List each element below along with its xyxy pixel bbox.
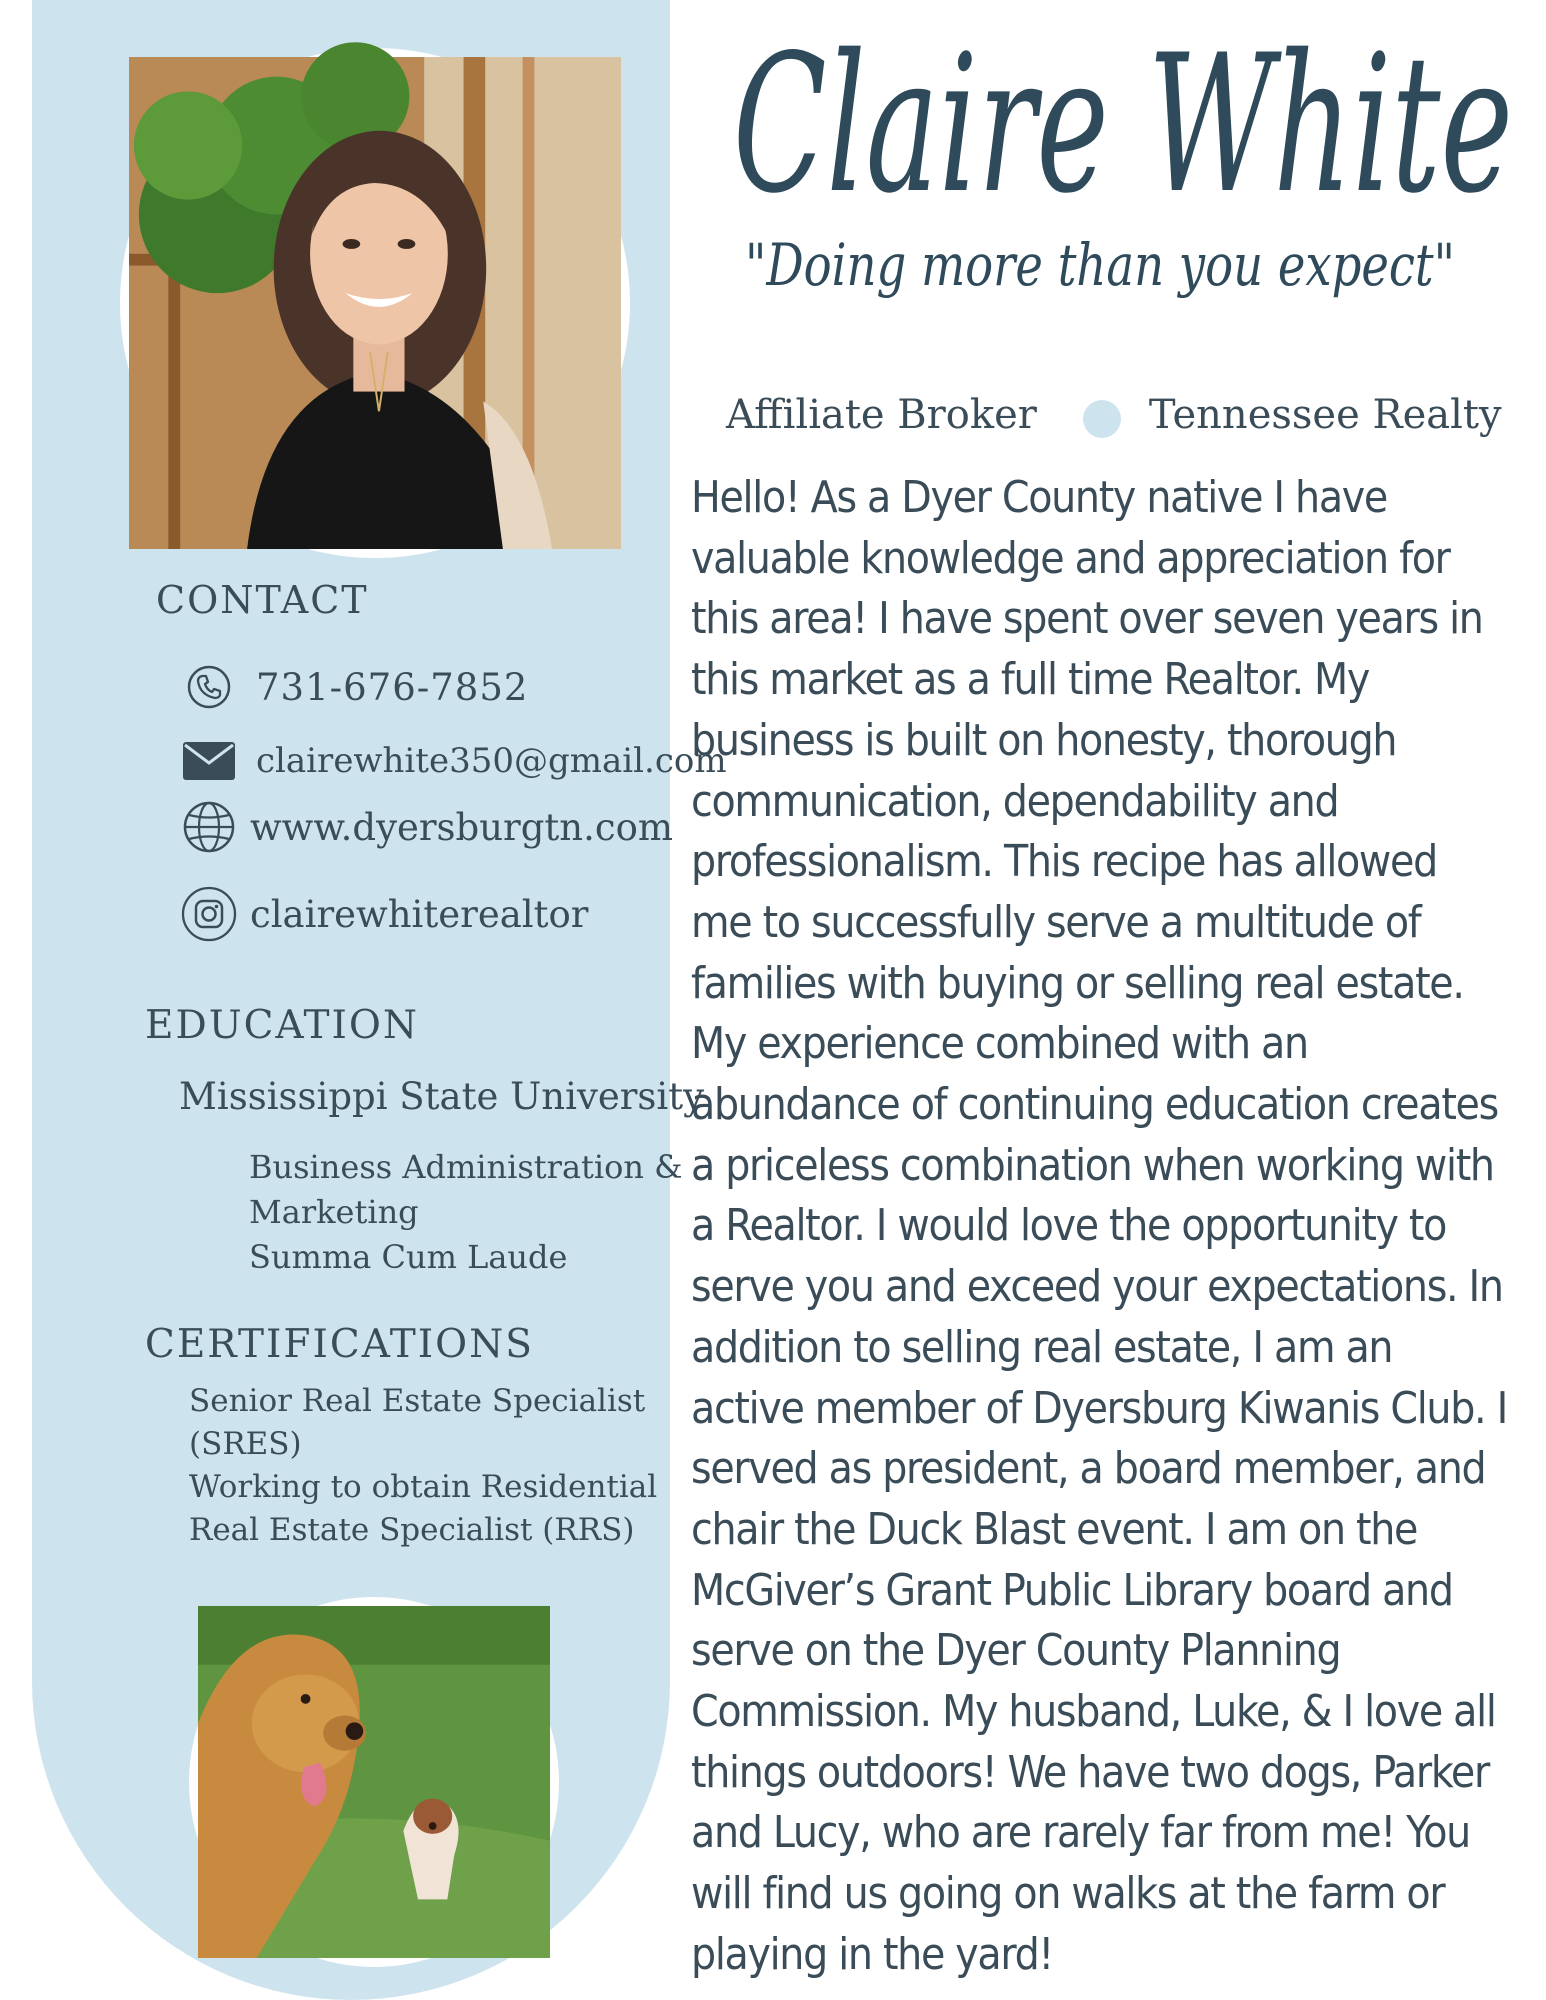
instagram-handle: clairewhiterealtor [250,892,589,936]
role-line [726,392,1502,438]
bio-line: serve on the Dyer County Planning [691,1625,1341,1677]
bio-line: Commission. My husband, Luke, & I love all [691,1686,1496,1738]
globe-icon [184,802,234,852]
separator-dot [1083,400,1121,438]
certifications-list [189,1380,657,1552]
certifications-heading: CERTIFICATIONS [145,1322,534,1367]
bio-line: serve you and exceed your expectations. In [691,1261,1503,1313]
sidebar-panel [32,0,727,2000]
company-name: Tennessee Realty [1148,392,1502,438]
bio-line: this market as a full time Realtor. My [691,654,1369,706]
agent-name: Claire White [733,14,1513,235]
bio-line: a Realtor. I would love the opportunity to [691,1200,1447,1252]
phone-number: 731-676-7852 [256,665,529,709]
mail-icon [184,736,234,786]
bio-line: professionalism. This recipe has allowed [691,836,1437,888]
website-url: www.dyersburgtn.com [250,805,673,849]
education-line: Business Administration & [249,1148,683,1186]
bio-line: My experience combined with an [691,1018,1308,1070]
bio-line: things outdoors! We have two dogs, Parker [691,1746,1489,1798]
bio-line: a priceless combination when working with [691,1139,1494,1191]
email-address: clairewhite350@gmail.com [256,741,727,781]
bio-line: active member of Dyersburg Kiwanis Club. I [691,1382,1507,1434]
education-school: Mississippi State University [179,1075,705,1118]
tagline: "Doing more than you expect" [745,231,1455,299]
education-line: Marketing [249,1193,419,1231]
dogs-photo [189,1597,559,1967]
bio-line: me to successfully serve a multitude of [691,896,1421,948]
contact-website[interactable] [184,802,673,852]
bio-line: and Lucy, who are rarely far from me! You [691,1807,1470,1859]
bio-line: playing in the yard! [691,1928,1053,1980]
bio-line: addition to selling real estate, I am an [691,1321,1393,1373]
certification-line: Senior Real Estate Specialist [189,1383,646,1419]
contact-phone[interactable] [184,662,528,712]
bio-line: chair the Duck Blast event. I am on the [691,1503,1418,1555]
bio-line: McGiver’s Grant Public Library board and [691,1564,1453,1616]
name-signature [700,14,1546,300]
bio-text [691,468,1541,1986]
job-title: Affiliate Broker [726,392,1037,438]
contact-email[interactable] [184,736,727,786]
education-heading: EDUCATION [145,1003,419,1048]
certification-line: Working to obtain Residential [189,1469,658,1505]
education-details [249,1145,683,1280]
profile-photo [120,48,630,558]
bio-line: abundance of continuing education creates [691,1079,1498,1131]
instagram-icon [184,889,234,939]
bio-line: business is built on honesty, thorough [691,714,1397,766]
education-line: Summa Cum Laude [249,1238,568,1276]
bio-line: will find us going on walks at the farm or [691,1868,1445,1920]
certification-line: (SRES) [189,1426,302,1462]
bio-line: Hello! As a Dyer County native I have [691,472,1387,523]
bio-line: valuable knowledge and appreciation for [691,532,1450,584]
contact-heading: CONTACT [156,578,369,622]
phone-icon [184,662,234,712]
contact-instagram[interactable] [184,889,588,939]
bio-line: communication, dependability and [691,775,1339,827]
bio-line: served as president, a board member, and [691,1443,1486,1495]
certification-line: Real Estate Specialist (RRS) [189,1512,635,1548]
bio-line: this area! I have spent over seven years in [691,593,1483,645]
bio-line: families with buying or selling real estate. [691,957,1464,1009]
